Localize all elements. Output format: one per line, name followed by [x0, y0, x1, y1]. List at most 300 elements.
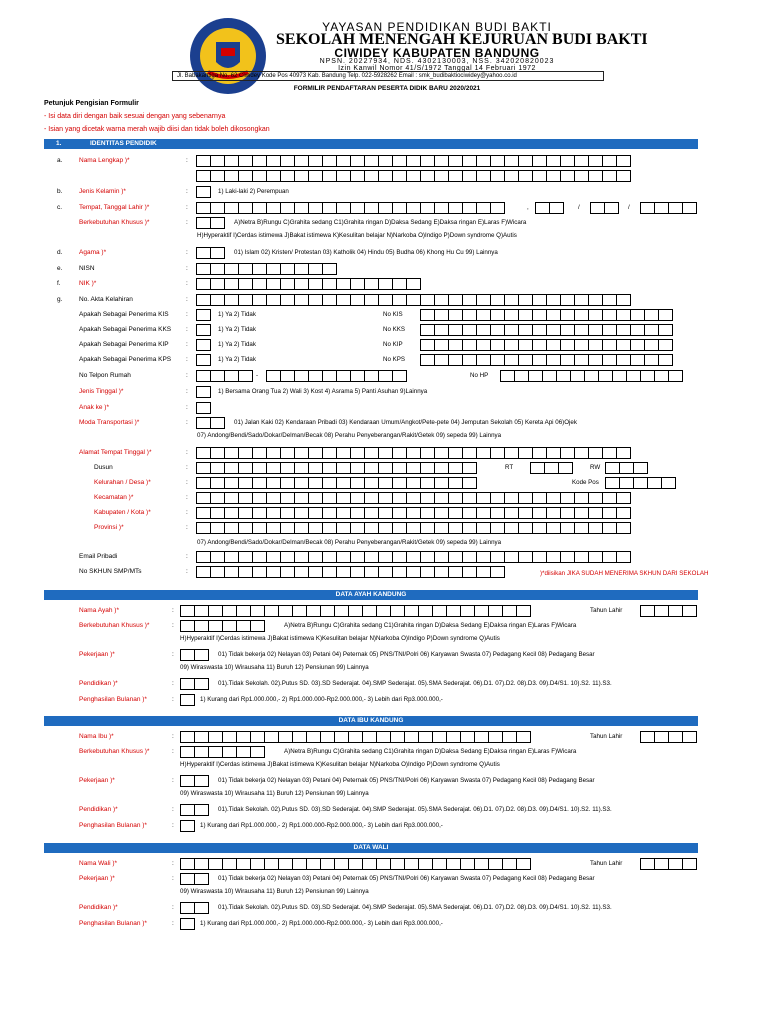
input-box[interactable] — [238, 507, 253, 519]
input-box[interactable] — [322, 507, 337, 519]
input-box[interactable] — [378, 170, 393, 182]
input-box[interactable] — [196, 386, 211, 398]
input-box[interactable] — [574, 507, 589, 519]
input-box[interactable] — [504, 447, 519, 459]
input-box[interactable] — [210, 492, 225, 504]
input-box[interactable] — [224, 492, 239, 504]
input-box[interactable] — [574, 522, 589, 534]
input-box[interactable] — [194, 678, 209, 690]
input-box[interactable] — [196, 462, 211, 474]
input-box[interactable] — [602, 324, 617, 336]
input-box[interactable] — [532, 507, 547, 519]
input-box[interactable] — [434, 324, 449, 336]
dusun-boxes[interactable] — [196, 462, 476, 474]
input-box[interactable] — [516, 858, 531, 870]
input-box[interactable] — [196, 507, 211, 519]
input-box[interactable] — [560, 492, 575, 504]
input-box[interactable] — [406, 522, 421, 534]
input-box[interactable] — [266, 370, 281, 382]
input-box[interactable] — [238, 155, 253, 167]
input-box[interactable] — [504, 324, 519, 336]
input-box[interactable] — [476, 170, 491, 182]
agama-boxes[interactable] — [196, 247, 224, 259]
input-box[interactable] — [194, 804, 209, 816]
input-box[interactable] — [532, 492, 547, 504]
input-box[interactable] — [322, 278, 337, 290]
input-box[interactable] — [236, 620, 251, 632]
input-box[interactable] — [560, 155, 575, 167]
input-box[interactable] — [490, 324, 505, 336]
input-box[interactable] — [322, 155, 337, 167]
input-box[interactable] — [224, 370, 239, 382]
input-box[interactable] — [364, 522, 379, 534]
input-box[interactable] — [336, 370, 351, 382]
input-box[interactable] — [474, 731, 489, 743]
input-box[interactable] — [334, 858, 349, 870]
input-box[interactable] — [448, 324, 463, 336]
input-box[interactable] — [588, 309, 603, 321]
input-box[interactable] — [222, 731, 237, 743]
input-box[interactable] — [418, 605, 433, 617]
input-box[interactable] — [392, 370, 407, 382]
input-box[interactable] — [406, 202, 421, 214]
input-box[interactable] — [196, 155, 211, 167]
input-box[interactable] — [418, 731, 433, 743]
input-box[interactable] — [462, 324, 477, 336]
input-box[interactable] — [518, 155, 533, 167]
input-box[interactable] — [194, 731, 209, 743]
input-box[interactable] — [322, 522, 337, 534]
input-box[interactable] — [602, 339, 617, 351]
anakke-box[interactable] — [196, 402, 210, 414]
input-box[interactable] — [448, 492, 463, 504]
input-box[interactable] — [194, 605, 209, 617]
input-box[interactable] — [448, 170, 463, 182]
input-box[interactable] — [654, 858, 669, 870]
nama-lengkap-boxes-2[interactable] — [196, 170, 630, 182]
input-box[interactable] — [280, 507, 295, 519]
input-box[interactable] — [542, 370, 557, 382]
input-box[interactable] — [504, 522, 519, 534]
nama-ayah-boxes[interactable] — [180, 605, 530, 617]
nama-ibu-boxes[interactable] — [180, 731, 530, 743]
input-box[interactable] — [532, 324, 547, 336]
input-box[interactable] — [574, 447, 589, 459]
input-box[interactable] — [518, 324, 533, 336]
input-box[interactable] — [502, 605, 517, 617]
tahun-lahir-wali-boxes[interactable] — [640, 858, 696, 870]
input-box[interactable] — [378, 507, 393, 519]
input-box[interactable] — [336, 477, 351, 489]
input-box[interactable] — [462, 492, 477, 504]
input-box[interactable] — [616, 492, 631, 504]
input-box[interactable] — [252, 294, 267, 306]
input-box[interactable] — [460, 731, 475, 743]
input-box[interactable] — [196, 294, 211, 306]
input-box[interactable] — [336, 566, 351, 578]
input-box[interactable] — [446, 731, 461, 743]
prov-boxes[interactable] — [196, 522, 630, 534]
input-box[interactable] — [392, 447, 407, 459]
input-box[interactable] — [500, 370, 515, 382]
input-box[interactable] — [640, 731, 655, 743]
input-box[interactable] — [238, 202, 253, 214]
input-box[interactable] — [222, 605, 237, 617]
input-box[interactable] — [504, 551, 519, 563]
input-box[interactable] — [294, 522, 309, 534]
input-box[interactable] — [588, 339, 603, 351]
input-box[interactable] — [546, 354, 561, 366]
input-box[interactable] — [448, 566, 463, 578]
input-box[interactable] — [434, 354, 449, 366]
input-box[interactable] — [462, 566, 477, 578]
input-box[interactable] — [210, 522, 225, 534]
input-box[interactable] — [238, 522, 253, 534]
kis-box[interactable] — [196, 309, 210, 321]
input-box[interactable] — [476, 447, 491, 459]
input-box[interactable] — [336, 170, 351, 182]
input-box[interactable] — [516, 605, 531, 617]
input-box[interactable] — [658, 309, 673, 321]
input-box[interactable] — [252, 263, 267, 275]
input-box[interactable] — [364, 370, 379, 382]
input-box[interactable] — [574, 324, 589, 336]
input-box[interactable] — [462, 447, 477, 459]
input-box[interactable] — [322, 170, 337, 182]
input-box[interactable] — [308, 477, 323, 489]
input-box[interactable] — [392, 566, 407, 578]
input-box[interactable] — [476, 354, 491, 366]
input-box[interactable] — [574, 354, 589, 366]
input-box[interactable] — [210, 202, 225, 214]
input-box[interactable] — [406, 447, 421, 459]
input-box[interactable] — [434, 170, 449, 182]
input-box[interactable] — [588, 447, 603, 459]
input-box[interactable] — [364, 477, 379, 489]
input-box[interactable] — [682, 858, 697, 870]
input-box[interactable] — [504, 170, 519, 182]
pendidikan-ibu-boxes[interactable] — [180, 804, 208, 816]
input-box[interactable] — [504, 309, 519, 321]
input-box[interactable] — [560, 294, 575, 306]
input-box[interactable] — [180, 694, 195, 706]
input-box[interactable] — [490, 309, 505, 321]
input-box[interactable] — [294, 447, 309, 459]
input-box[interactable] — [222, 858, 237, 870]
input-box[interactable] — [364, 202, 379, 214]
input-box[interactable] — [488, 605, 503, 617]
input-box[interactable] — [224, 155, 239, 167]
input-box[interactable] — [602, 447, 617, 459]
pekerjaan-wali-boxes[interactable] — [180, 873, 208, 885]
input-box[interactable] — [462, 354, 477, 366]
input-box[interactable] — [574, 155, 589, 167]
input-box[interactable] — [406, 294, 421, 306]
input-box[interactable] — [504, 155, 519, 167]
input-box[interactable] — [378, 370, 393, 382]
input-box[interactable] — [420, 354, 435, 366]
input-box[interactable] — [336, 522, 351, 534]
input-box[interactable] — [348, 858, 363, 870]
input-box[interactable] — [224, 522, 239, 534]
input-box[interactable] — [350, 447, 365, 459]
input-box[interactable] — [238, 278, 253, 290]
thn-boxes[interactable] — [640, 202, 696, 214]
input-box[interactable] — [306, 858, 321, 870]
input-box[interactable] — [308, 522, 323, 534]
input-box[interactable] — [224, 170, 239, 182]
input-box[interactable] — [658, 339, 673, 351]
input-box[interactable] — [320, 605, 335, 617]
input-box[interactable] — [210, 447, 225, 459]
input-box[interactable] — [266, 447, 281, 459]
input-box[interactable] — [502, 858, 517, 870]
input-box[interactable] — [630, 309, 645, 321]
input-box[interactable] — [196, 202, 211, 214]
input-box[interactable] — [448, 202, 463, 214]
input-box[interactable] — [518, 339, 533, 351]
input-box[interactable] — [546, 294, 561, 306]
input-box[interactable] — [376, 731, 391, 743]
input-box[interactable] — [668, 731, 683, 743]
input-box[interactable] — [224, 447, 239, 459]
input-box[interactable] — [210, 370, 225, 382]
skhun-boxes[interactable] — [196, 566, 504, 578]
input-box[interactable] — [194, 746, 209, 758]
input-box[interactable] — [434, 447, 449, 459]
input-box[interactable] — [532, 522, 547, 534]
input-box[interactable] — [654, 370, 669, 382]
input-box[interactable] — [362, 731, 377, 743]
input-box[interactable] — [434, 522, 449, 534]
input-box[interactable] — [350, 507, 365, 519]
input-box[interactable] — [518, 507, 533, 519]
input-box[interactable] — [252, 566, 267, 578]
input-box[interactable] — [406, 566, 421, 578]
input-box[interactable] — [682, 605, 697, 617]
input-box[interactable] — [420, 492, 435, 504]
input-box[interactable] — [602, 309, 617, 321]
input-box[interactable] — [336, 294, 351, 306]
input-box[interactable] — [640, 605, 655, 617]
input-box[interactable] — [196, 402, 211, 414]
input-box[interactable] — [604, 202, 619, 214]
pendidikan-ayah-boxes[interactable] — [180, 678, 208, 690]
input-box[interactable] — [336, 447, 351, 459]
input-box[interactable] — [654, 731, 669, 743]
input-box[interactable] — [446, 858, 461, 870]
input-box[interactable] — [434, 566, 449, 578]
input-box[interactable] — [560, 339, 575, 351]
input-box[interactable] — [546, 339, 561, 351]
input-box[interactable] — [574, 309, 589, 321]
input-box[interactable] — [294, 263, 309, 275]
input-box[interactable] — [364, 507, 379, 519]
input-box[interactable] — [556, 370, 571, 382]
input-box[interactable] — [210, 217, 225, 229]
input-box[interactable] — [350, 462, 365, 474]
penghasilan-ibu-box[interactable] — [180, 820, 194, 832]
input-box[interactable] — [661, 477, 676, 489]
input-box[interactable] — [266, 202, 281, 214]
input-box[interactable] — [560, 551, 575, 563]
input-box[interactable] — [196, 566, 211, 578]
input-box[interactable] — [546, 522, 561, 534]
input-box[interactable] — [336, 202, 351, 214]
input-box[interactable] — [488, 731, 503, 743]
input-box[interactable] — [294, 507, 309, 519]
input-box[interactable] — [180, 858, 195, 870]
input-box[interactable] — [252, 477, 267, 489]
input-box[interactable] — [640, 858, 655, 870]
input-box[interactable] — [378, 155, 393, 167]
input-box[interactable] — [180, 620, 195, 632]
pendidikan-wali-boxes[interactable] — [180, 902, 208, 914]
input-box[interactable] — [434, 551, 449, 563]
input-box[interactable] — [224, 462, 239, 474]
input-box[interactable] — [630, 354, 645, 366]
input-box[interactable] — [280, 551, 295, 563]
input-box[interactable] — [518, 551, 533, 563]
input-box[interactable] — [588, 170, 603, 182]
input-box[interactable] — [392, 155, 407, 167]
input-box[interactable] — [196, 339, 211, 351]
input-box[interactable] — [630, 339, 645, 351]
input-box[interactable] — [390, 731, 405, 743]
input-box[interactable] — [588, 155, 603, 167]
kab-boxes[interactable] — [196, 507, 630, 519]
input-box[interactable] — [633, 462, 648, 474]
input-box[interactable] — [306, 605, 321, 617]
input-box[interactable] — [322, 202, 337, 214]
input-box[interactable] — [278, 605, 293, 617]
input-box[interactable] — [532, 551, 547, 563]
input-box[interactable] — [280, 263, 295, 275]
input-box[interactable] — [434, 309, 449, 321]
input-box[interactable] — [462, 507, 477, 519]
input-box[interactable] — [488, 858, 503, 870]
input-box[interactable] — [306, 731, 321, 743]
input-box[interactable] — [392, 202, 407, 214]
input-box[interactable] — [392, 492, 407, 504]
input-box[interactable] — [602, 170, 617, 182]
input-box[interactable] — [633, 477, 648, 489]
input-box[interactable] — [292, 731, 307, 743]
input-box[interactable] — [294, 155, 309, 167]
input-box[interactable] — [476, 507, 491, 519]
input-box[interactable] — [640, 370, 655, 382]
input-box[interactable] — [350, 170, 365, 182]
input-box[interactable] — [252, 492, 267, 504]
input-box[interactable] — [532, 354, 547, 366]
input-box[interactable] — [476, 294, 491, 306]
kks-box[interactable] — [196, 324, 210, 336]
input-box[interactable] — [308, 492, 323, 504]
input-box[interactable] — [490, 170, 505, 182]
input-box[interactable] — [378, 522, 393, 534]
input-box[interactable] — [322, 294, 337, 306]
input-box[interactable] — [605, 477, 620, 489]
input-box[interactable] — [334, 731, 349, 743]
input-box[interactable] — [588, 354, 603, 366]
input-box[interactable] — [280, 294, 295, 306]
input-box[interactable] — [588, 324, 603, 336]
input-box[interactable] — [462, 551, 477, 563]
input-box[interactable] — [434, 492, 449, 504]
input-box[interactable] — [196, 324, 211, 336]
input-box[interactable] — [236, 746, 251, 758]
input-box[interactable] — [308, 551, 323, 563]
input-box[interactable] — [490, 294, 505, 306]
input-box[interactable] — [364, 566, 379, 578]
input-box[interactable] — [294, 294, 309, 306]
input-box[interactable] — [278, 731, 293, 743]
input-box[interactable] — [658, 354, 673, 366]
input-box[interactable] — [222, 746, 237, 758]
input-box[interactable] — [180, 804, 195, 816]
input-box[interactable] — [616, 170, 631, 182]
input-box[interactable] — [208, 620, 223, 632]
input-box[interactable] — [518, 492, 533, 504]
input-box[interactable] — [252, 447, 267, 459]
input-box[interactable] — [196, 309, 211, 321]
input-box[interactable] — [432, 731, 447, 743]
input-box[interactable] — [322, 551, 337, 563]
input-box[interactable] — [518, 354, 533, 366]
input-box[interactable] — [406, 462, 421, 474]
input-box[interactable] — [364, 278, 379, 290]
input-box[interactable] — [308, 294, 323, 306]
input-box[interactable] — [280, 522, 295, 534]
input-box[interactable] — [350, 202, 365, 214]
input-box[interactable] — [308, 155, 323, 167]
input-box[interactable] — [446, 605, 461, 617]
input-box[interactable] — [294, 462, 309, 474]
input-box[interactable] — [180, 918, 195, 930]
input-box[interactable] — [640, 202, 655, 214]
input-box[interactable] — [406, 170, 421, 182]
input-box[interactable] — [448, 477, 463, 489]
input-box[interactable] — [476, 566, 491, 578]
input-box[interactable] — [252, 522, 267, 534]
tahun-lahir-ayah-boxes[interactable] — [640, 605, 696, 617]
input-box[interactable] — [448, 309, 463, 321]
input-box[interactable] — [238, 566, 253, 578]
input-box[interactable] — [196, 477, 211, 489]
input-box[interactable] — [560, 522, 575, 534]
input-box[interactable] — [194, 649, 209, 661]
input-box[interactable] — [250, 605, 265, 617]
input-box[interactable] — [362, 605, 377, 617]
input-box[interactable] — [616, 354, 631, 366]
input-box[interactable] — [616, 294, 631, 306]
input-box[interactable] — [350, 492, 365, 504]
input-box[interactable] — [210, 155, 225, 167]
input-box[interactable] — [308, 462, 323, 474]
input-box[interactable] — [364, 447, 379, 459]
input-box[interactable] — [336, 492, 351, 504]
input-box[interactable] — [546, 155, 561, 167]
input-box[interactable] — [294, 278, 309, 290]
input-box[interactable] — [196, 186, 211, 198]
input-box[interactable] — [590, 202, 605, 214]
alamat-boxes[interactable] — [196, 447, 630, 459]
input-box[interactable] — [250, 620, 265, 632]
input-box[interactable] — [280, 278, 295, 290]
input-box[interactable] — [560, 447, 575, 459]
input-box[interactable] — [518, 294, 533, 306]
input-box[interactable] — [434, 339, 449, 351]
